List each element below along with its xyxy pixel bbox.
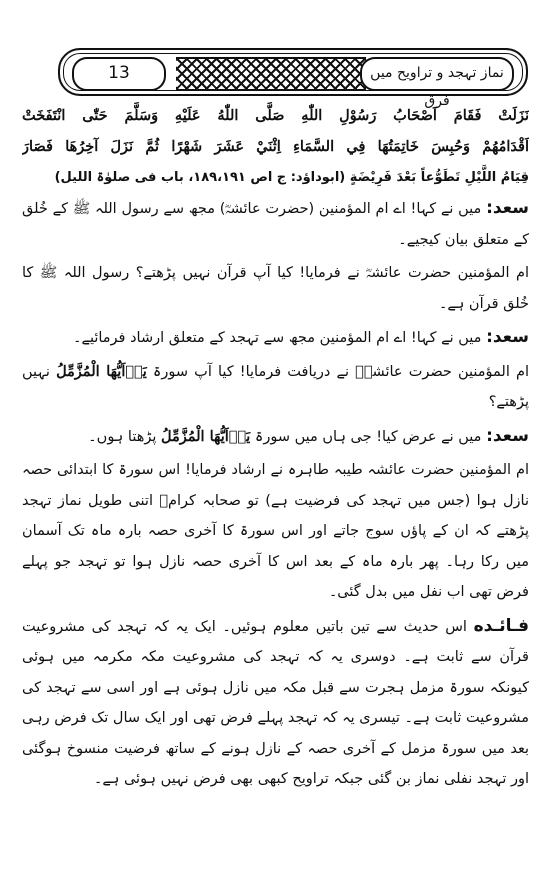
hadith-line: قِيَامُ اللَّيْلِ تَطَوُّعاً بَعْدَ فَرِيْضَةٍ [349,170,529,185]
paragraph-text: نہیں پڑھتے؟ [22,363,529,410]
page-content [22,100,529,798]
paragraph-text: ام المؤمنین حضرت عائشہ طیبہ طاہرہ نے ارشاد فرمایا! اس سورۃ کا ابتدائی حصہ نازل ہوا (جس میں تہجد کی فرضیت ہے) تو صحابہ کرامؓ اتنی طویل نماز تہجد پڑھتے کہ ان کے پاؤں سوج جاتے اور اس سورۃ کا آخری حصہ بارہ ماہ تک آسمان میں رکا رہا۔ پھر بارہ ماہ کے بعد اس کا آخری حصہ نازل ہوا تو تہجد جو پہلے فرض تھی اب نفل میں بدل گئی۔ [22,462,529,600]
dialogue-paragraph [22,322,529,354]
hadith-reference: (ابوداؤد: ج اص ۱۸۹،۱۹۱، باب فی صلوٰۃ اللیل) [54,170,346,185]
header-ornament [176,57,366,91]
page-header [58,48,528,109]
dialogue-paragraph [22,258,529,319]
hadith-arabic-block [22,100,529,193]
quran-ayah: يَاۤاَيُّهَا الْمُزَّمِّلُ [161,427,251,445]
running-title: نماز تہجد و تراویح میں فرق [360,57,514,91]
paragraph-text: پڑھتا ہوں۔ [88,428,161,445]
faida-paragraph [22,611,529,795]
dialogue-paragraph [22,357,529,418]
paragraph-text: ام المؤمنین حضرت عائشہؓ نے دریافت فرمایا! کیا آپ سورۃ [146,363,529,380]
speaker-label: سعد: [486,198,529,218]
paragraph-text: میں نے کہا! اے ام المؤمنین (حضرت عائشہؓ) مجھ سے رسول اللہ ﷺ کے خُلق کے متعلق بیان کیجیے۔ [22,201,529,248]
quran-ayah: يَاۤاَيُّهَا الْمُزَّمِّلُ [56,362,147,380]
paragraph-text: ام المؤمنین حضرت عائشہؓ نے فرمایا! کیا آپ قرآن نہیں پڑھتے؟ رسول اللہ ﷺ کا خُلق قرآن ہے۔ [22,265,529,312]
dialogue-paragraph [22,193,529,255]
speaker-label: سعد: [486,327,529,347]
paragraph-text: میں نے عرض کیا! جی ہاں میں سورۃ [250,428,487,445]
dialogue-paragraph [22,421,529,453]
speaker-label: سعد: [486,425,529,446]
faida-label: فـائـده [473,615,529,636]
hadith-line: نَزَلَتْ فَقَامَ اَصْحَابُ رَسُوْلِ اللّٰهِ صَلَّى اللّٰهُ عَلَيْهِ وَسَلَّمَ حَتّٰى انْتَفَخَتْ [22,107,529,124]
hadith-line-with-reference [22,162,529,193]
hadith-line: اَقْدَامُهُمْ وَحُبِسَ خَاتِمَتُهَا فِي السَّمَاءِ اِثْنَيْ عَشَرَ شَهْرًا ثُمَّ نَزَلَ آخِرُهَا فَصَارَ [22,138,529,155]
dialogue-paragraph [22,455,529,608]
page-number: 13 [72,57,166,91]
paragraph-text: میں نے کہا! اے ام المؤمنین مجھ سے تہجد کے متعلق ارشاد فرمائیے۔ [72,330,487,346]
faida-text: اس حدیث سے تین باتیں معلوم ہوئیں۔ ایک یہ کہ تہجد کی مشروعیت قرآن سے ثابت ہے۔ دوسری یہ کہ تہجد کی مشروعیت مکہ مکرمہ میں ہوئی کیونکہ سورۃ مزمل ہجرت سے قبل مکہ میں نازل ہوئی ہے اور اسی سے تہجد کی مشروعیت ثابت ہے۔ تیسری یہ کہ تہجد پہلے فرض تھی اور ایک سال تک فرض رہی بعد میں سورۃ مزمل کے آخری حصہ کے نازل ہونے کے ساتھ فرضیت منسوخ ہوگئی اور تہجد نفلی نماز بن گئی جبکہ تراویح کبھی بھی فرض نہیں ہوئی ہے۔ [22,618,529,787]
